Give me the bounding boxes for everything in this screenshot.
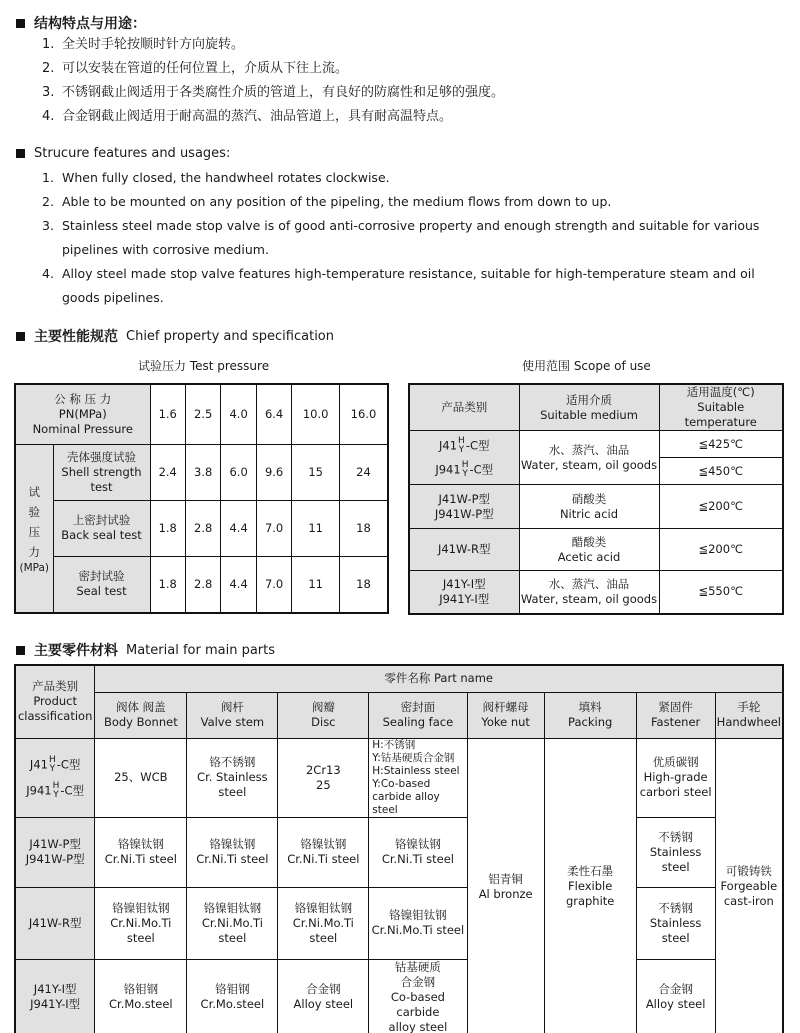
medium-header: 适用介质 Suitable medium (519, 384, 659, 431)
seal-test-label: 密封试验 Seal test (53, 556, 150, 613)
type-j41y-i: J41Y-Ⅰ型 J941Y-Ⅰ型 (409, 571, 519, 614)
type-j41w-r: J41W-R型 (15, 887, 95, 959)
table-cell: 2.4 (150, 444, 185, 500)
table-cell: 铬镍钼钛钢 Cr.Ni.Mo.Ti steel (187, 887, 278, 959)
table-cell: 铬钼钢 Cr.Mo.steel (95, 959, 187, 1033)
table-cell: 铬镍钼钛钢 Cr.Ni.Mo.Ti steel (278, 887, 369, 959)
section-title-material: 主要零件材料 Material for main parts (16, 640, 275, 660)
section-title-features-cn: 结构特点与用途： (16, 13, 146, 33)
type-j41w-r: J41W-R型 (409, 529, 519, 571)
list-item: 2. 可以安装在管道的任何位置上，介质从下往上流。 (42, 61, 349, 76)
fastener-header: 紧固件 Fastener (636, 692, 715, 738)
section-title-spec: 主要性能规范 Chief property and specification (16, 326, 334, 346)
body-bonnet-header: 阀体 阀盖 Body Bonnet (95, 692, 187, 738)
table-cell: 18 (339, 500, 388, 556)
type-j41-c: J41 H Y -C型 J941 H Y -C型 (409, 431, 519, 485)
valve-stem-header: 阀杆 Valve stem (187, 692, 278, 738)
type-j41w-p: J41W-P型 J941W-P型 (409, 485, 519, 529)
table-cell: H:不锈钢 Y:钴基硬质合金钢 H:Stainless steel Y:Co-based carbide alloy steel (369, 738, 467, 817)
packing-cell: 柔性石墨 Flexible graphite (544, 738, 636, 1033)
pn-value: 2.5 (185, 384, 220, 444)
list-item: 4. Alloy steel made stop valve features high-temperature resistance, suitable for high-temperature steam and oil goods pipelines. (42, 266, 755, 305)
square-bullet-icon (16, 646, 25, 655)
table-cell: 铬钼钢 Cr.Mo.steel (187, 959, 278, 1033)
list-item: 3. Stainless steel made stop valve is of good anti-corrosive property and enough strength and suitable for various pipelines with corrosive medium. (42, 218, 760, 257)
list-item: 1. 全关时手轮按顺时针方向旋转。 (42, 37, 245, 52)
medium-cell: 醋酸类 Acetic acid (519, 529, 659, 571)
features-cn-list (42, 33, 786, 129)
pn-value: 10.0 (292, 384, 340, 444)
table-cell: 3.8 (185, 444, 220, 500)
table-cell: 2.8 (185, 500, 220, 556)
part-name-header: 零件名称 Part name (95, 665, 783, 692)
temperature-header: 适用温度(℃) Suitable temperature (659, 384, 783, 431)
yoke-nut-header: 阀杆螺母 Yoke nut (467, 692, 544, 738)
table-cell: 优质碳钢 High-grade carbori steel (636, 738, 715, 817)
table-cell: 铬镍钼钛钢 Cr.Ni.Mo.Ti steel (369, 887, 467, 959)
medium-cell: 硝酸类 Nitric acid (519, 485, 659, 529)
scope-table (408, 383, 784, 615)
yoke-nut-cell: 铝青铜 Al bronze (467, 738, 544, 1033)
scope-table-caption: 使用范围 Scope of use (522, 359, 651, 373)
table-cell: 铬镍钛钢 Cr.Ni.Ti steel (95, 817, 187, 887)
table-cell: 24 (339, 444, 388, 500)
pn-value: 4.0 (221, 384, 256, 444)
table-cell: 6.0 (221, 444, 256, 500)
test-pressure-side-header: 试 验 压 力 (MPa) (15, 444, 53, 613)
square-bullet-icon (16, 149, 25, 158)
features-en-list (42, 166, 786, 310)
nominal-pressure-header: 公 称 压 力 PN(MPa) Nominal Pressure (15, 384, 150, 444)
list-item: 2. Able to be mounted on any position of the pipeling, the medium flows from down to up. (42, 194, 612, 209)
table-cell: 1.8 (150, 500, 185, 556)
table-cell: 不锈钢 Stainless steel (636, 817, 715, 887)
shell-strength-test-label: 壳体强度试验 Shell strength test (53, 444, 150, 500)
type-j41w-p: J41W-P型 J941W-P型 (15, 817, 95, 887)
temperature-cell: ≦425℃ (659, 431, 783, 458)
table-cell: 不锈钢 Stainless steel (636, 887, 715, 959)
pn-value: 16.0 (339, 384, 388, 444)
table-cell: 铬镍钼钛钢 Cr.Ni.Mo.Ti steel (95, 887, 187, 959)
temperature-cell: ≦550℃ (659, 571, 783, 614)
table-cell: 15 (292, 444, 340, 500)
product-type-header: 产品类别 (409, 384, 519, 431)
table-cell: 11 (292, 556, 340, 613)
table-cell: 2.8 (185, 556, 220, 613)
list-item: 3. 不锈钢截止阀适用于各类腐性介质的管道上，有良好的防腐性和足够的强度。 (42, 85, 505, 100)
section-title-features-en: Strucure features and usages: (16, 146, 230, 161)
square-bullet-icon (16, 19, 25, 28)
temperature-cell: ≦450℃ (659, 458, 783, 485)
list-item: 4. 合金钢截止阀适用于耐高温的蒸汽、油品管道上，具有耐高温特点。 (42, 109, 453, 124)
table-cell: 7.0 (256, 500, 291, 556)
table-cell: 铬镍钛钢 Cr.Ni.Ti steel (278, 817, 369, 887)
handwheel-cell: 可锻铸铁 Forgeable cast-iron (715, 738, 783, 1033)
table-cell: 钴基硬质 合金钢 Co-based carbide alloy steel (369, 959, 467, 1033)
table-cell: 合金钢 Alloy steel (278, 959, 369, 1033)
medium-cell: 水、蒸汽、油品 Water, steam, oil goods (519, 431, 659, 485)
table-cell: 1.8 (150, 556, 185, 613)
pn-value: 6.4 (256, 384, 291, 444)
disc-header: 阀瓣 Disc (278, 692, 369, 738)
table-cell: 铬镍钛钢 Cr.Ni.Ti steel (187, 817, 278, 887)
table-cell: 7.0 (256, 556, 291, 613)
back-seal-test-label: 上密封试验 Back seal test (53, 500, 150, 556)
list-item: 1. When fully closed, the handwheel rotates clockwise. (42, 170, 390, 185)
table-cell: 合金钢 Alloy steel (636, 959, 715, 1033)
table-cell: 2Cr13 25 (278, 738, 369, 817)
packing-header: 填料 Packing (544, 692, 636, 738)
type-j41y-i: J41Y-Ⅰ型 J941Y-Ⅰ型 (15, 959, 95, 1033)
table-cell: 铬不锈钢 Cr. Stainless steel (187, 738, 278, 817)
table-cell: 4.4 (221, 500, 256, 556)
sealing-face-header: 密封面 Sealing face (369, 692, 467, 738)
table-cell: 4.4 (221, 556, 256, 613)
temperature-cell: ≦200℃ (659, 529, 783, 571)
handwheel-header: 手轮 Handwheel (715, 692, 783, 738)
medium-cell: 水、蒸汽、油品 Water, steam, oil goods (519, 571, 659, 614)
pressure-table-caption: 试验压力 Test pressure (138, 359, 270, 373)
table-cell: 11 (292, 500, 340, 556)
table-cell: 25、WCB (95, 738, 187, 817)
type-j41-c: J41 H Y -C型 J941 H Y -C型 (15, 738, 95, 817)
material-table (14, 664, 784, 1033)
square-bullet-icon (16, 332, 25, 341)
pn-value: 1.6 (150, 384, 185, 444)
table-cell: 9.6 (256, 444, 291, 500)
table-cell: 18 (339, 556, 388, 613)
pressure-table (14, 383, 389, 614)
temperature-cell: ≦200℃ (659, 485, 783, 529)
product-classification-header: 产品类别 Product classification (15, 665, 95, 738)
table-cell: 铬镍钛钢 Cr.Ni.Ti steel (369, 817, 467, 887)
